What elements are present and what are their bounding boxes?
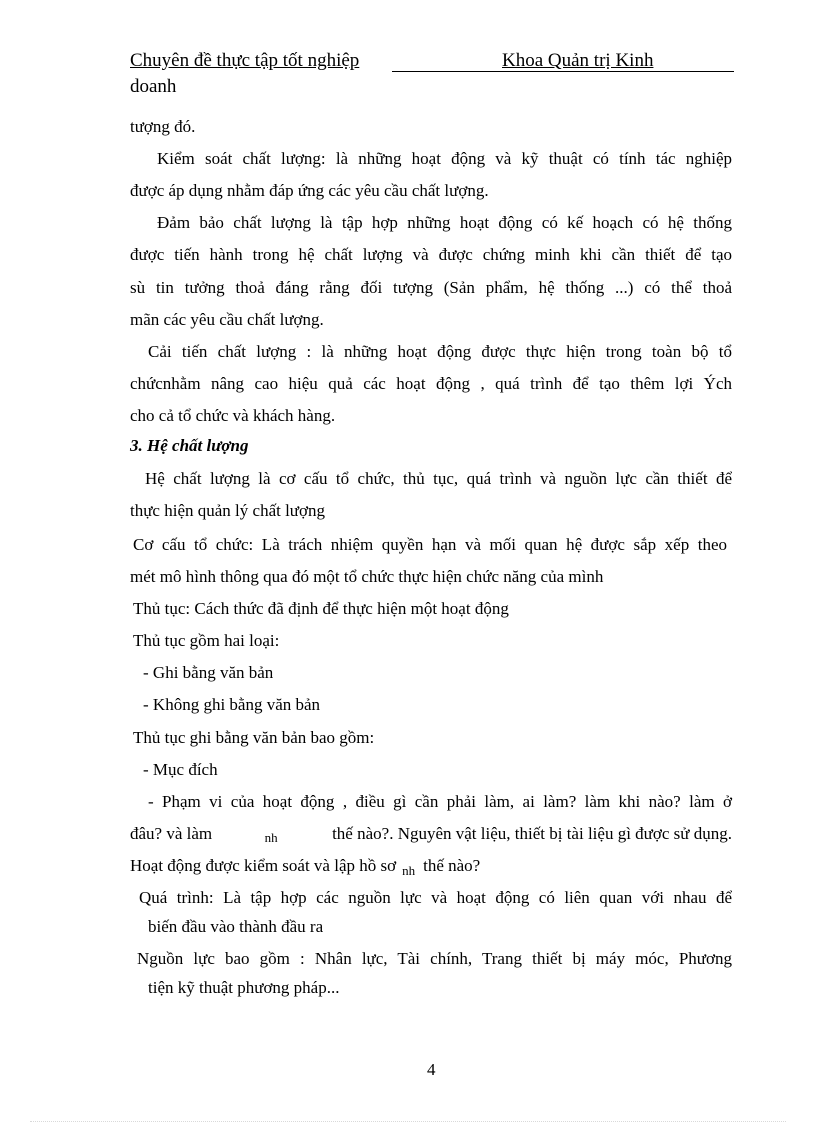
subscript-fragment: nh xyxy=(402,863,416,878)
body-line: Cơ cấu tổ chức: Là trách nhiệm quyền hạn và mối quan hệ được sắp xếp theo xyxy=(133,535,727,554)
body-line: Thủ tục: Cách thức đã định để thực hiện một hoạt động xyxy=(133,599,509,618)
text-fragment: thế nào? xyxy=(423,856,481,875)
body-line: cho cả tổ chức và khách hàng. xyxy=(130,406,336,425)
body-line: Quá trình: Là tập hợp các nguồn lực và hoạt động có liên quan với nhau để xyxy=(139,888,732,907)
body-line: tiện kỹ thuật phương pháp... xyxy=(148,978,340,997)
list-item: - Không ghi bằng văn bản xyxy=(143,695,321,714)
header-faculty-continuation: doanh xyxy=(130,76,177,97)
page-bottom-border xyxy=(30,1121,786,1122)
body-line: thực hiện quản lý chất lượng xyxy=(130,501,326,520)
list-item: - Phạm vi của hoạt động , điều gì cần phải làm, ai làm? làm khi nào? làm ở xyxy=(148,792,732,811)
body-line: mãn các yêu cầu chất lượng. xyxy=(130,310,324,329)
body-line: tượng đó. xyxy=(130,117,196,136)
body-line: Cải tiến chất lượng : là những hoạt động được thực hiện trong toàn bộ tổ xyxy=(148,342,732,361)
body-line: Hệ chất lượng là cơ cấu tổ chức, thủ tục, quá trình và nguồn lực cần thiết để xyxy=(145,469,732,488)
body-line: chứcnhằm nâng cao hiệu quả các hoạt động , quá trình để tạo thêm lợi Ých xyxy=(130,374,732,393)
subscript-fragment: nh xyxy=(264,830,278,845)
body-line: Kiểm soát chất lượng: là những hoạt động và kỹ thuật có tính tác nghiệp xyxy=(157,149,732,168)
section-heading: 3. Hệ chất lượng xyxy=(130,436,249,455)
text-fragment: Hoạt động được kiểm soát và lập hồ sơ xyxy=(130,856,397,875)
body-line: được tiến hành trong hệ chất lượng và được chứng minh khi cần thiết để tạo xyxy=(130,245,732,264)
page-number: 4 xyxy=(427,1060,436,1079)
body-line: Thủ tục gồm hai loại: xyxy=(133,631,280,650)
body-line-with-subscript xyxy=(130,855,480,878)
body-line: Thủ tục ghi bằng văn bản bao gồm: xyxy=(133,728,375,747)
body-line-with-subscript xyxy=(130,823,732,845)
text-fragment: đâu? và làm xyxy=(130,824,213,843)
body-line: sù tin tưởng thoả đáng rằng đối tượng (Sản phẩm, hệ thống ...) có thể thoả xyxy=(130,278,732,297)
list-item: - Mục đích xyxy=(143,760,218,779)
text-fragment: thế nào?. Nguyên vật liệu, thiết bị tài liệu gì được sử dụng. xyxy=(332,824,732,843)
list-item: - Ghi bằng văn bản xyxy=(143,663,274,682)
body-line: biến đầu vào thành đầu ra xyxy=(148,917,324,936)
body-line: được áp dụng nhằm đáp ứng các yêu cầu chất lượng. xyxy=(130,181,489,200)
body-line: Nguồn lực bao gồm : Nhân lực, Tài chính, Trang thiết bị máy móc, Phương xyxy=(137,949,732,968)
page-header xyxy=(130,50,734,74)
body-line: Đảm bảo chất lượng là tập hợp những hoạt động có kế hoạch có hệ thống xyxy=(157,213,732,232)
header-thesis-title: Chuyên đề thực tập tốt nghiệp xyxy=(130,50,360,71)
body-line: mét mô hình thông qua đó một tổ chức thực hiện chức năng của mình xyxy=(130,567,604,586)
header-faculty: Khoa Quản trị Kinh xyxy=(502,50,654,71)
